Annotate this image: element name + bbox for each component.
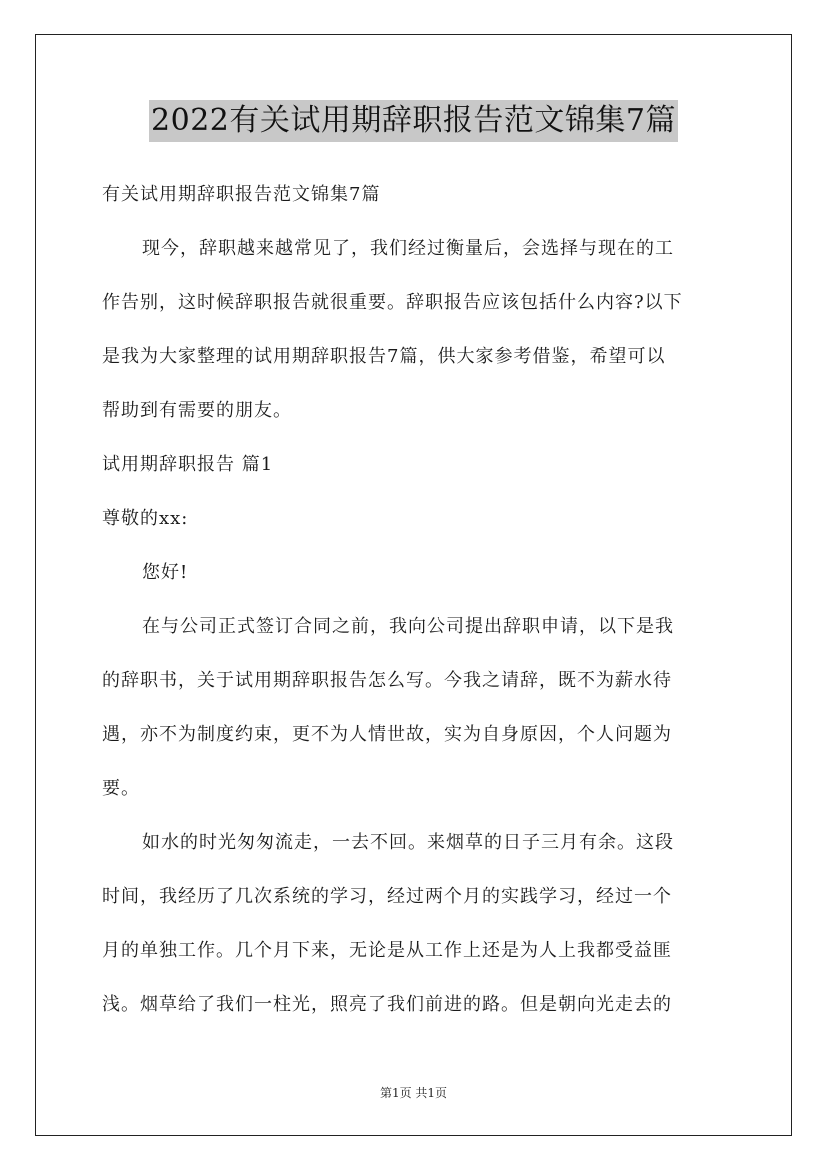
paragraph-line: 现今，辞职越来越常见了，我们经过衡量后，会选择与现在的工 [142,238,674,259]
greeting: 您好! [142,562,189,583]
paragraph-line: 作告别，这时候辞职报告就很重要。辞职报告应该包括什么内容?以下 [102,292,683,313]
paragraph-line: 如水的时光匆匆流走，一去不回。来烟草的日子三月有余。这段 [142,832,674,853]
paragraph-line: 的辞职书，关于试用期辞职报告怎么写。今我之请辞，既不为薪水待 [102,670,672,691]
document-subtitle: 有关试用期辞职报告范文锦集7篇 [102,184,381,205]
paragraph-line: 要。 [102,778,140,799]
title-container [0,100,827,142]
paragraph-line: 在与公司正式签订合同之前，我向公司提出辞职申请，以下是我 [142,616,674,637]
document-title: 2022有关试用期辞职报告范文锦集7篇 [149,100,678,142]
section-heading: 试用期辞职报告 篇1 [102,454,274,475]
paragraph-line: 遇，亦不为制度约束，更不为人情世故，实为自身原因，个人问题为 [102,724,672,745]
salutation: 尊敬的xx: [102,508,189,529]
paragraph-line: 帮助到有需要的朋友。 [102,400,292,421]
paragraph-line: 时间，我经历了几次系统的学习，经过两个月的实践学习，经过一个 [102,886,672,907]
paragraph-line: 是我为大家整理的试用期辞职报告7篇，供大家参考借鉴，希望可以 [102,346,666,367]
page-footer: 第1页 共1页 [379,1086,448,1100]
paragraph-line: 月的单独工作。几个月下来，无论是从工作上还是为人上我都受益匪 [102,940,672,961]
paragraph-line: 浅。烟草给了我们一柱光，照亮了我们前进的路。但是朝向光走去的 [102,994,672,1015]
